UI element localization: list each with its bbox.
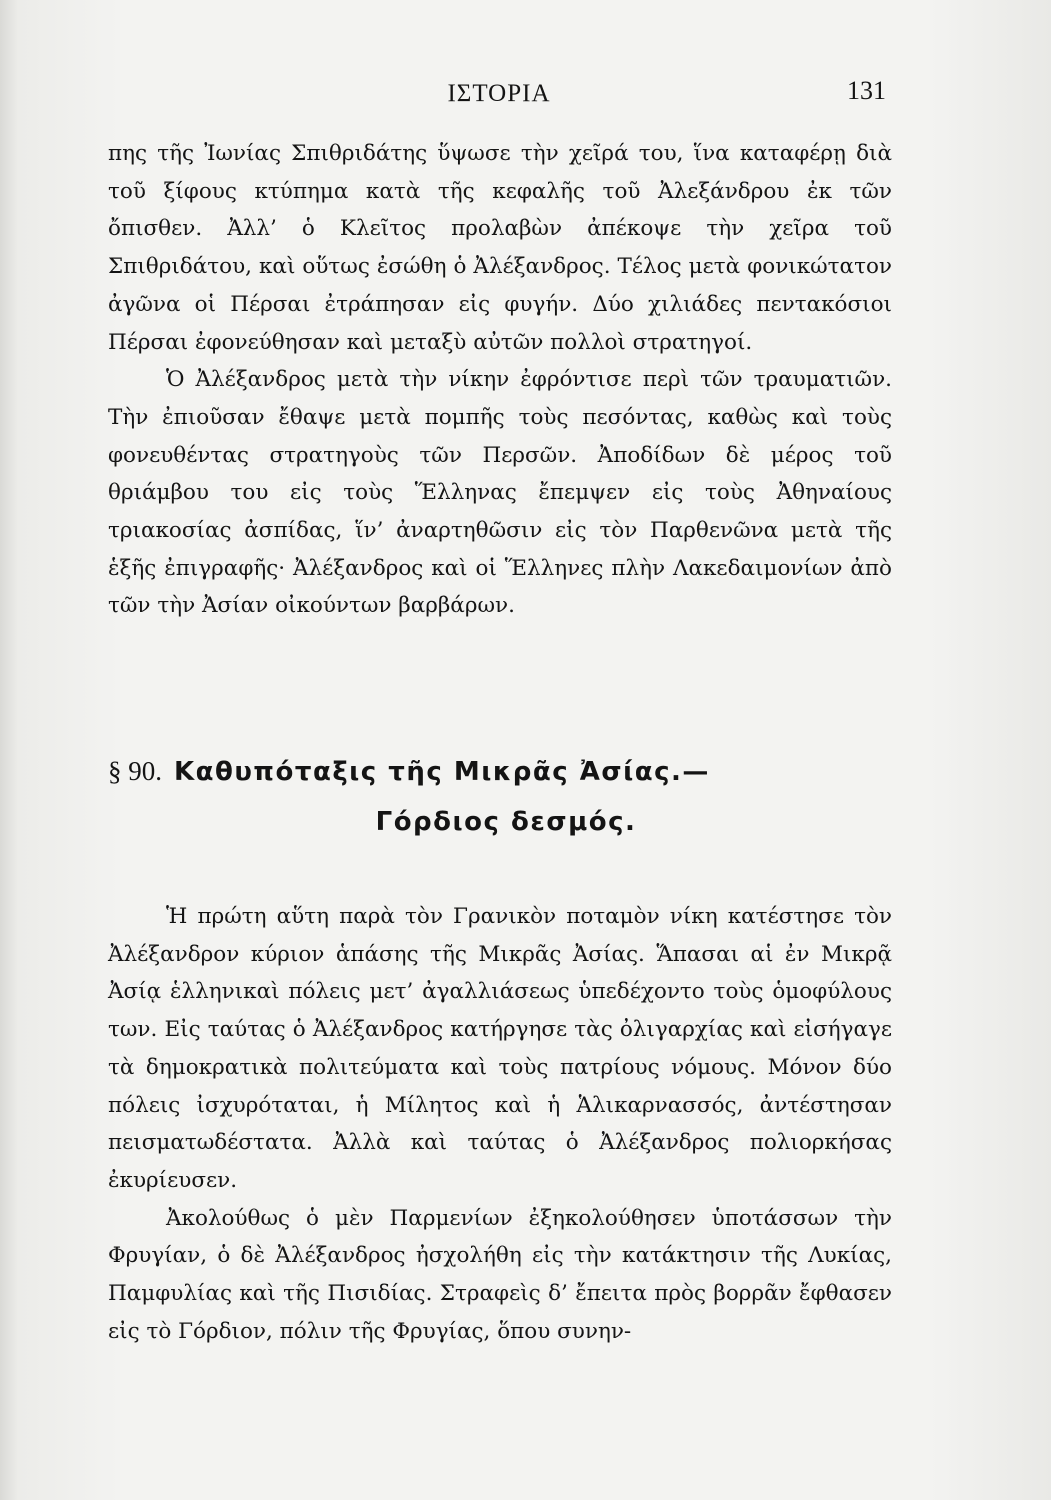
section-number: § 90.: [108, 756, 162, 786]
section-heading-line-2: [108, 799, 898, 845]
section-title-part-1: Καθυπόταξις τῆς Μικρᾶς Ἀσίας.—: [174, 757, 710, 787]
text-block-top: [108, 135, 892, 625]
section-heading: [108, 748, 898, 845]
section-heading-line-1: [108, 748, 898, 795]
page-header: [108, 74, 890, 114]
text-block-bottom: [108, 898, 892, 1350]
section-title-part-2: Γόρδιος δεσμός.: [375, 807, 637, 837]
paragraph: Ἡ πρώτη αὕτη παρὰ τὸν Γρανικὸν ποταμὸν νίκη κατέστησε τὸν Ἀλέξανδρον κύριον ἁπάσης τῆς Μικρᾶς Ἀσίας. Ἅπασαι αἱ ἐν Μικρᾷ Ἀσίᾳ ἑλληνικαὶ πόλεις μετ’ ἀγαλλιάσεως ὑπεδέχοντο τοὺς ὁμοφύλους των. Εἰς ταύτας ὁ Ἀλέξανδρος κατήργησε τὰς ὀλιγαρχίας καὶ εἰσήγαγε τὰ δημοκρατικὰ πολιτεύματα καὶ τοὺς πατρίους νόμους. Μόνον δύο πόλεις ἰσχυρόταται, ἡ Μίλητος καὶ ἡ Ἁλικαρνασσός, ἀντέστησαν πεισματωδέστατα. Ἀλλὰ καὶ ταύτας ὁ Ἀλέξανδρος πολιορκήσας ἐκυρίευσεν.: [108, 904, 892, 1193]
paragraph: Ὁ Ἀλέξανδρος μετὰ τὴν νίκην ἐφρόντισε περὶ τῶν τραυματιῶν. Τὴν ἐπιοῦσαν ἔθαψε μετὰ πομπῆς τοὺς πεσόντας, καθὼς καὶ τοὺς φονευθέντας στρατηγοὺς τῶν Περσῶν. Ἀποδίδων δὲ μέρος τοῦ θριάμβου του εἰς τοὺς Ἕλληνας ἔπεμψεν εἰς τοὺς Ἀθηναίους τριακοσίας ἀσπίδας, ἵν’ ἀναρτηθῶσιν εἰς τὸν Παρθενῶνα μετὰ τῆς ἑξῆς ἐπιγραφῆς· Ἀλέξανδρος καὶ οἱ Ἕλληνες πλὴν Λακεδαιμονίων ἀπὸ τῶν τὴν Ἀσίαν οἰκούντων βαρβάρων.: [108, 367, 892, 619]
page-number: 131: [847, 76, 886, 105]
running-title: ΙΣΤΟΡΙΑ: [447, 80, 551, 107]
paragraph: Ἀκολούθως ὁ μὲν Παρμενίων ἐξηκολούθησεν ὑποτάσσων τὴν Φρυγίαν, ὁ δὲ Ἀλέξανδρος ἠσχολήθη εἰς τὴν κατάκτησιν τῆς Λυκίας, Παμφυλίας καὶ τῆς Πισιδίας. Στραφεὶς δ’ ἔπειτα πρὸς βορρᾶν ἔφθασεν εἰς τὸ Γόρδιον, πόλιν τῆς Φρυγίας, ὅπου συνην-: [108, 1205, 892, 1344]
paragraph: πης τῆς Ἰωνίας Σπιθριδάτης ὕψωσε τὴν χεῖρά του, ἵνα καταφέρῃ διὰ τοῦ ξίφους κτύπημα κατὰ τῆς κεφαλῆς τοῦ Ἀλεξάνδρου ἐκ τῶν ὄπισθεν. Ἀλλ’ ὁ Κλεῖτος προλαβὼν ἀπέκοψε τὴν χεῖρα τοῦ Σπιθριδάτου, καὶ οὕτως ἐσώθη ὁ Ἀλέξανδρος. Τέλος μετὰ φονικώτατον ἀγῶνα οἱ Πέρσαι ἐτράπησαν εἰς φυγήν. Δύο χιλιάδες πεντακόσιοι Πέρσαι ἐφονεύθησαν καὶ μεταξὺ αὐτῶν πολλοὶ στρατηγοί.: [108, 141, 892, 355]
